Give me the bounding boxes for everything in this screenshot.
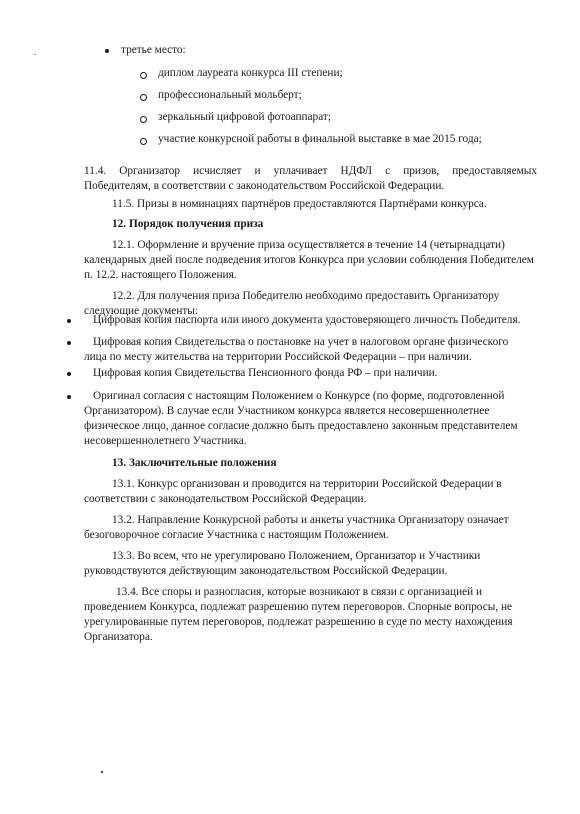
scan-speck bbox=[34, 54, 36, 55]
paragraph-line: безоговорочное согласие Участника с настоящим Положением. bbox=[84, 529, 389, 541]
paragraph-line: 13.2. Направление Конкурсной работы и анкеты участника Организатору означает bbox=[112, 514, 509, 526]
bullet-icon bbox=[67, 372, 71, 376]
paragraph-line: физическое лицо, данное согласие должно быть предоставлено законным представителем bbox=[84, 420, 518, 432]
paragraph-line: Организатора. bbox=[84, 631, 153, 643]
paragraph-line: 13.1. Конкурс организован и проводится на территории Российской Федерации в bbox=[112, 478, 502, 490]
circle-bullet-icon bbox=[140, 138, 147, 145]
paragraph-line-wrap bbox=[84, 419, 538, 434]
doc-item: Цифровая копия Свидетельства Пенсионного фонда РФ – при наличии. bbox=[93, 367, 438, 379]
paragraph-13-3 bbox=[112, 549, 538, 564]
paragraph-line: следующие документы: bbox=[84, 305, 199, 317]
doc-item bbox=[93, 389, 538, 404]
paragraph-13-2 bbox=[112, 513, 538, 528]
prize-item: зеркальный цифровой фотоаппарат; bbox=[158, 111, 332, 123]
paragraph-13-4 bbox=[116, 585, 538, 600]
bullet-icon bbox=[67, 319, 71, 323]
paragraph-line-wrap bbox=[84, 615, 538, 630]
paragraph-12-2 bbox=[112, 289, 538, 304]
paragraph-line-wrap bbox=[84, 253, 538, 268]
paragraph-line: руководствуются действующим законодательством Российской Федерации. bbox=[84, 565, 448, 577]
bullet-icon bbox=[67, 395, 71, 399]
prize-item: профессиональный мольберт; bbox=[158, 89, 302, 101]
bullet-icon bbox=[67, 341, 71, 345]
circle-bullet-icon bbox=[140, 72, 147, 79]
circle-bullet-icon bbox=[140, 116, 147, 123]
paragraph-line: 12.2. Для получения приза Победителю необходимо предоставить Организатору bbox=[112, 290, 500, 302]
paragraph-line: п. 12.2. настоящего Положения. bbox=[84, 269, 237, 281]
paragraph-11-4 bbox=[84, 164, 537, 179]
paragraph-line: несовершеннолетнего Участника. bbox=[84, 435, 247, 447]
paragraph-line: Оригинал согласия с настоящим Положением о Конкурсе (по форме, подготовленной bbox=[93, 390, 505, 402]
paragraph-line: 11.4. Организатор исчисляет и уплачивает НДФЛ с призов, предоставляемых bbox=[84, 165, 537, 177]
doc-item bbox=[93, 335, 538, 350]
prize-item: диплом лауреата конкурса III степени; bbox=[158, 67, 343, 79]
paragraph-line-wrap bbox=[84, 600, 538, 615]
doc-item: Цифровая копия паспорта или иного документа удостоверяющего личность Победителя. bbox=[93, 314, 521, 326]
paragraph-line: соответствии с законодательством Российской Федерации. bbox=[84, 493, 367, 505]
paragraph-11-5: 11.5. Призы в номинациях партнёров предоставляются Партнёрами конкурса. bbox=[112, 198, 487, 210]
paragraph-line: 13.3. Во всем, что не урегулировано Положением, Организатор и Участники bbox=[112, 550, 481, 562]
paragraph-line-wrap bbox=[84, 404, 538, 419]
paragraph-line: Организатором). В случае если Участником конкурса является несовершеннолетнее bbox=[84, 405, 490, 417]
scan-speck bbox=[101, 771, 103, 773]
paragraph-line: Цифровая копия Свидетельства о постановке на учет в налоговом органе физического bbox=[93, 336, 509, 348]
paragraph-line: 12.1. Оформление и вручение приза осуществляется в течение 14 (четырнадцати) bbox=[112, 239, 505, 251]
paragraph-line: проведением Конкурса, подлежат разрешению путем переговоров. Спорные вопросы, не bbox=[84, 601, 513, 613]
paragraph-13-1 bbox=[112, 477, 538, 492]
paragraph-line: Победителям, в соответствии с законодательством Российской Федерации. bbox=[84, 180, 445, 192]
section-12-heading: 12. Порядок получения приза bbox=[112, 218, 264, 230]
circle-bullet-icon bbox=[140, 94, 147, 101]
paragraph-line: 13.4. Все споры и разногласия, которые возникают в связи с организацией и bbox=[116, 586, 483, 598]
paragraph-line: урегулированные путем переговоров, подлежат разрешению в суде по месту нахождения bbox=[84, 616, 513, 628]
prize-item: участие конкурсной работы в финальной выставке в мае 2015 года; bbox=[158, 133, 482, 145]
bullet-icon bbox=[105, 49, 109, 53]
section-13-heading: 13. Заключительные положения bbox=[112, 457, 277, 469]
prize-third-label: третье место: bbox=[121, 44, 186, 56]
paragraph-line: лица по месту жительства на территории Российской Федерации – при наличии. bbox=[84, 351, 472, 363]
paragraph-12-1 bbox=[112, 238, 538, 253]
paragraph-line: календарных дней после подведения итогов Конкурса при условии соблюдения Победителем bbox=[84, 254, 534, 266]
